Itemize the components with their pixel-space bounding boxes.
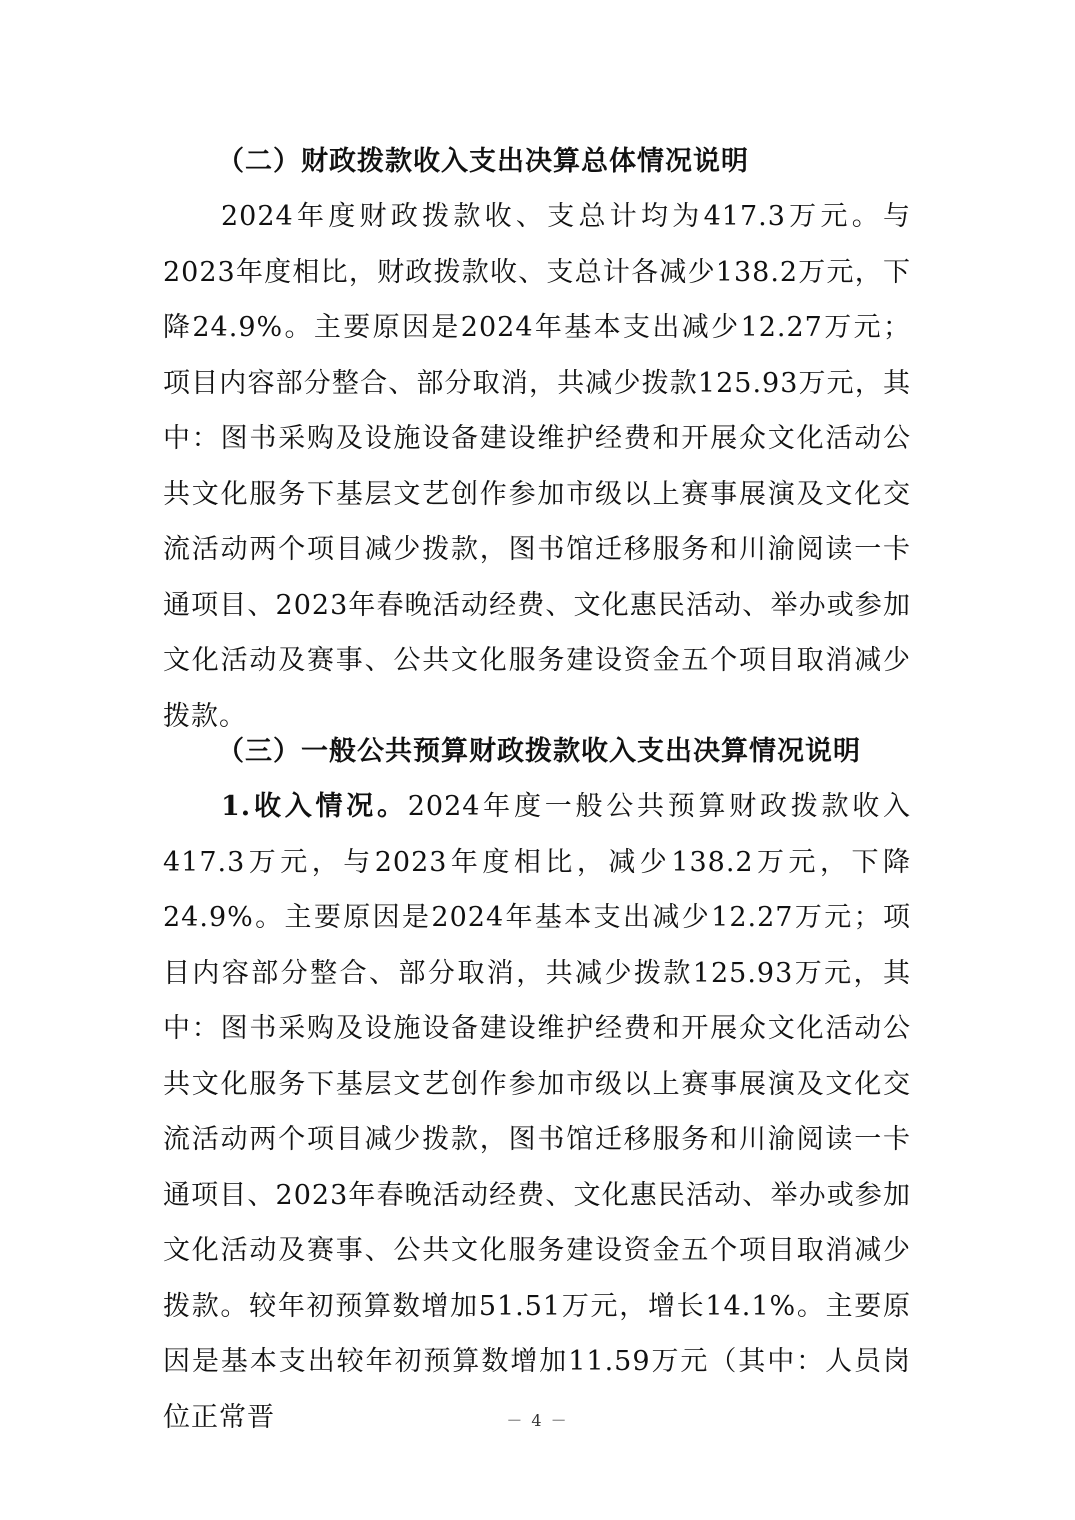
paragraph-fiscal-overall: 2024年度财政拨款收、支总计均为417.3万元。与2023年度相比，财政拨款收、支总计各减少138.2万元，下降24.9%。主要原因是2024年基本支出减少12.27万元；项目内容部分整合、部分取消，共减少拨款125.93万元，其中：图书采购及设施设备建设维护经费和开展众文化活动公共文化服务下基层文艺创作参加市级以上赛事展演及文化交流活动两个项目减少拨款，图书馆迁移服务和川渝阅读一卡通项目、2023年春晚活动经费、文化惠民活动、举办或参加文化活动及赛事、公共文化服务建设资金五个项目取消减少拨款。 [163,201,911,732]
page-number: － 4 － [506,1411,569,1430]
income-lead-label: 1.收入情况。 [221,791,408,822]
section-heading-fiscal-overall: （二）财政拨款收入支出决算总体情况说明 [217,146,749,177]
paragraph-income [163,779,911,1445]
income-paragraph-text: 2024年度一般公共预算财政拨款收入417.3万元，与2023年度相比，减少138.2万元，下降24.9%。主要原因是2024年基本支出减少12.27万元；项目内容部分整合、部分取消，共减少拨款125.93万元，其中：图书采购及设施设备建设维护经费和开展众文化活动公共文化服务下基层文艺创作参加市级以上赛事展演及文化交流活动两个项目减少拨款，图书馆迁移服务和川渝阅读一卡通项目、2023年春晚活动经费、文化惠民活动、举办或参加文化活动及赛事、公共文化服务建设资金五个项目取消减少拨款。较年初预算数增加51.51万元，增长14.1%。主要原因是基本支出较年初预算数增加11.59万元（其中：人员岗位正常晋 [163,791,911,1433]
section-heading-general-budget: （三）一般公共预算财政拨款收入支出决算情况说明 [217,736,861,767]
